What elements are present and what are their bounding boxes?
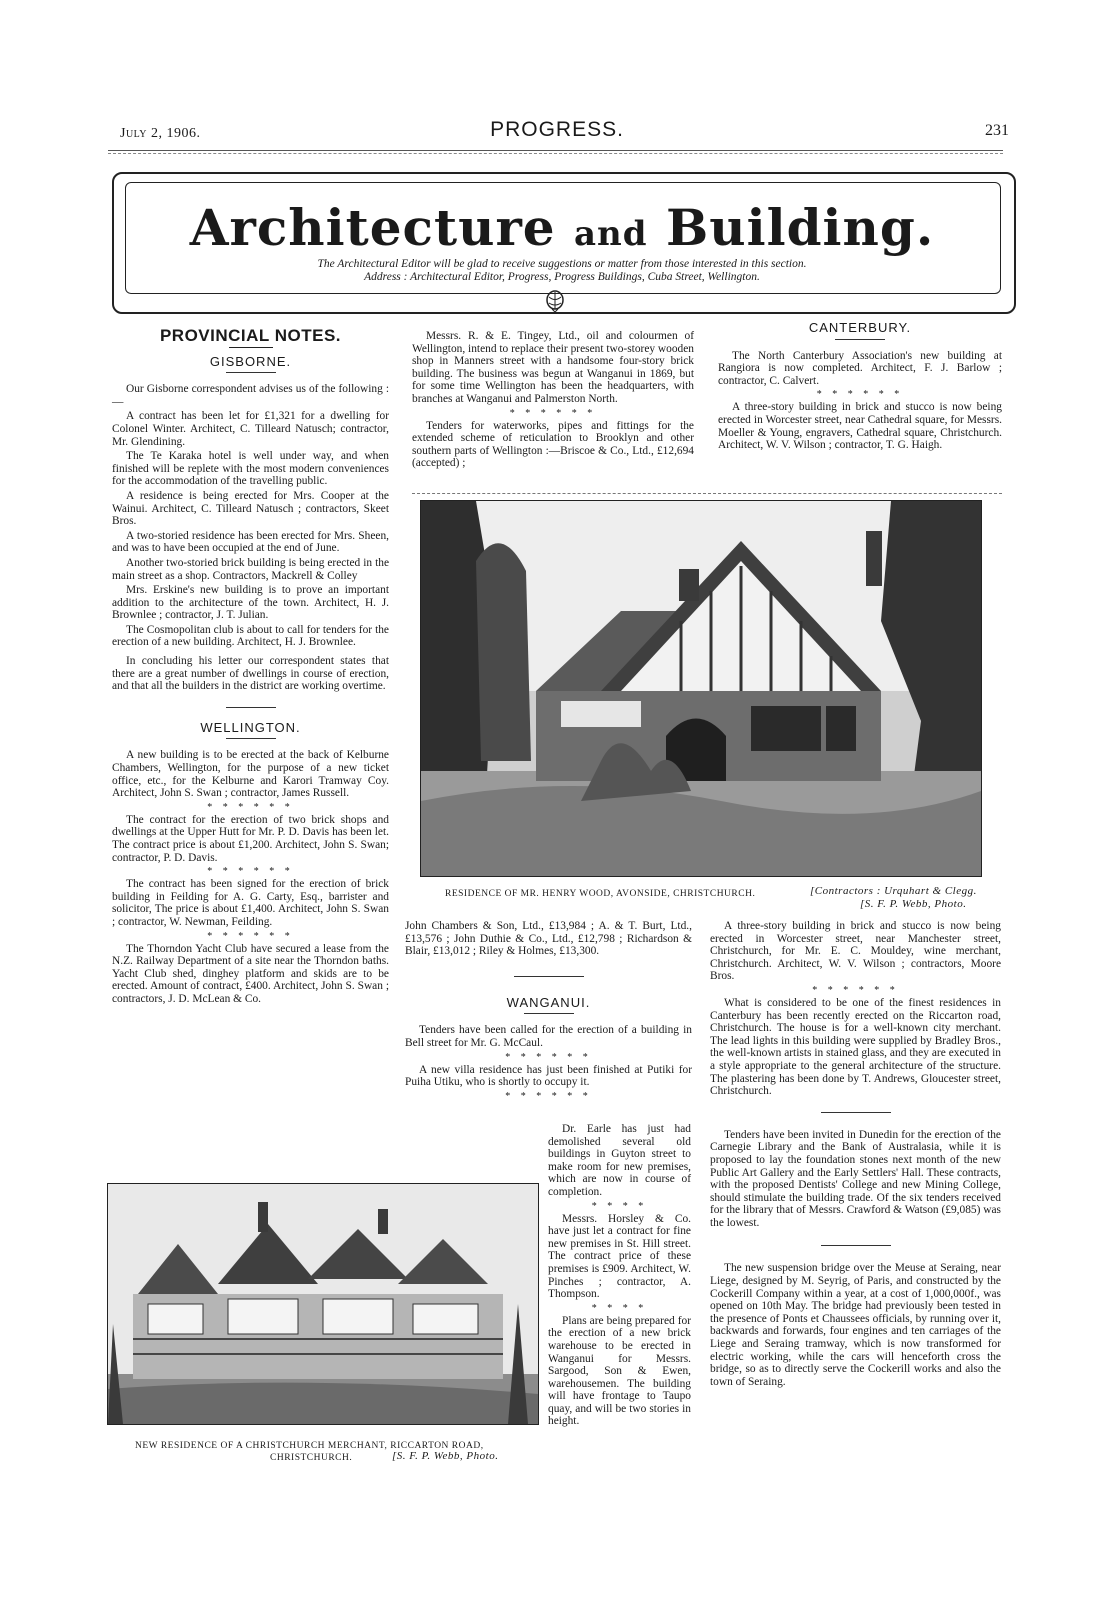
heading-rule — [229, 347, 273, 348]
photo2-credit: [S. F. P. Webb, Photo. — [392, 1450, 499, 1462]
photo2-caption: NEW RESIDENCE OF A CHRISTCHURCH MERCHANT, RICCARTON ROAD, — [135, 1441, 484, 1451]
section-title-and: and — [574, 214, 648, 254]
paragraph: John Chambers & Son, Ltd., £13,984 ; A. & T. Burt, Ltd., £13,576 ; John Duthie & Co., Ltd., £12,798 ; Richardson & Blair, £13,012 ; Riley & Holmes, £13,300. — [405, 920, 692, 958]
section-rule — [821, 1112, 891, 1113]
section-rule — [226, 707, 276, 708]
wanganui-heading: WANGANUI. — [506, 994, 591, 1010]
column-right-lower — [710, 920, 1001, 1390]
column-middle-top — [412, 330, 694, 472]
editor-note — [125, 258, 999, 284]
section-rule — [226, 738, 276, 739]
residence-photo — [420, 500, 982, 877]
gisborne-heading: GISBORNE. — [209, 353, 292, 369]
section-rule — [835, 339, 885, 340]
photo-caption: RESIDENCE OF MR. HENRY WOOD, AVONSIDE, CHRISTCHURCH. — [445, 889, 756, 899]
paragraph: A new building is to be erected at the back of Kelburne Chambers, Wellington, for the purpose of a new ticket office, etc., for the Kelburne and Karori Tramway Coy. Architect, John S. Swan ; contractor, James Russell. — [112, 749, 389, 800]
paragraph: Tenders have been called for the erection of a building in Bell street for Mr. G. McCaul. — [405, 1024, 692, 1049]
section-title-word-1: Architecture — [189, 198, 556, 257]
paragraph: In concluding his letter our correspondent states that there are a great number of dwellings in course of erection, and that all the builders in the district are working overtime. — [112, 655, 389, 693]
mansion-illustration — [108, 1184, 538, 1424]
paragraph: The Cosmopolitan club is about to call for tenders for the erection of a new building. Architect, H. J. Brownlee. — [112, 623, 389, 649]
section-rule — [226, 372, 276, 373]
editor-note-line: The Architectural Editor will be glad to receive suggestions or matter from those interested in this section. — [317, 258, 807, 270]
section-stars: * * * * — [591, 1302, 648, 1314]
paragraph: A contract has been let for £1,321 for a dwelling for Colonel Winter. Architect, C. Tilleard Natusch; contractor, Mr. Glendining. — [112, 410, 389, 448]
paragraph: Another two-storied brick building is being erected in the main street as a shop. Contractors, Mackrell & Colley — [112, 556, 389, 582]
masthead-title: PROGRESS. — [490, 118, 624, 141]
paragraph: Messrs. Horsley & Co. have just let a contract for fine new premises in St. Hill street. The contract price of these premises is £909. Architect, W. Pinches ; contractor, A. Thompson. — [548, 1212, 691, 1301]
paragraph: Messrs. R. & E. Tingey, Ltd., oil and colourmen of Wellington, intend to replace their present two-storey wooden shop in Manners street with a handsome four-story brick building. The business was begun at Wanganui in 1869, but for some time Wellington has been the headquarters, with branches at Wanganui and Palmerston North. — [412, 330, 694, 405]
section-stars: * * * * — [591, 1200, 648, 1212]
canterbury-heading: CANTERBURY. — [808, 320, 912, 335]
section-stars: * * * * * * — [207, 866, 294, 878]
provincial-notes-heading: PROVINCIAL NOTES. — [159, 326, 342, 345]
paragraph: A three-story building in brick and stucco is now being erected in Worcester street, near Cathedral square, for Messrs. Moeller & Young, engravers, Cathedral square, Christchurch. Architect, W. V. Wilson ; contractor, T. G. Haigh. — [718, 401, 1002, 452]
editor-note-address: Address : Architectural Editor, Progress, Progress Buildings, Cuba Street, Wellington. — [364, 271, 760, 283]
column-left — [112, 326, 389, 1008]
photo-credit-contractors: [Contractors : Urquhart & Clegg. — [810, 885, 977, 897]
paragraph: A two-storied residence has been erected for Mrs. Sheen, and was to have been occupied at the end of June. — [112, 529, 389, 555]
section-rule — [524, 1013, 574, 1014]
section-stars: * * * * * * — [505, 1090, 592, 1102]
section-stars: * * * * * * — [816, 389, 904, 401]
photo-credit: [S. F. P. Webb, Photo. — [860, 898, 967, 910]
paragraph: A residence is being erected for Mrs. Cooper at the Wainui. Architect, C. Tilleard Natusch ; contractors, Skeet Bros. — [112, 489, 389, 528]
paragraph: A three-story building in brick and stucco is now being erected in Worcester street, near Manchester street, Christchurch, for Mr. E. C. Mouldey, wine merchant, Christchurch. Architect, W. V. Wilson ; contractors, Moore Bros. — [710, 920, 1001, 983]
header-rule — [108, 150, 1003, 154]
section-stars: * * * * * * — [812, 984, 899, 996]
paragraph: Plans are being prepared for the erection of a new brick warehouse to be erected in Wanganui for Messrs. Sargood, Son & Ewen, warehousemen. The building will have frontage to Taupo quay, and will be two stories in height. — [548, 1314, 691, 1428]
section-stars: * * * * * * — [505, 1051, 592, 1063]
paragraph: Mrs. Erskine's new building is to prove an important addition to the architecture of the town. Architect, H. J. Brownlee ; contractor, J. T. Julian. — [112, 584, 389, 622]
paragraph: Tenders for waterworks, pipes and fittings for the extended scheme of reticulation to Brooklyn and other southern parts of Wellington :—Briscoe & Co., Ltd., £12,694 (accepted) ; — [412, 419, 694, 470]
paragraph: A new villa residence has just been finished at Putiki for Puiha Utiku, who is shortly to occupy it. — [405, 1063, 692, 1089]
column-middle-narrow — [548, 1123, 691, 1430]
section-stars: * * * * * * — [207, 930, 294, 942]
wellington-heading: WELLINGTON. — [200, 719, 301, 735]
paragraph: Tenders have been invited in Dunedin for the erection of the Carnegie Library and the Bank of Australasia, while it is proposed to lay the foundation stones next month of the new Public Art Gallery and the Early Settlers' Hall. These contracts, with the proposed Dentists' College and new Mining College, should stimulate the building trade. Of the six tenders received for the library that of Messrs. Crawford & Watson (£9,085) was the lowest. — [710, 1128, 1001, 1229]
paragraph: The Thorndon Yacht Club have secured a lease from the N.Z. Railway Department of a site near the Thorndon baths. Yacht Club shed, dinghey platform and skids are to be erected. Amount of contract, £400. Architect, John S. Swan ; contractors, J. D. McLean & Co. — [112, 942, 389, 1005]
section-stars: * * * * * * — [509, 407, 597, 419]
photo2-caption-city: CHRISTCHURCH. — [270, 1453, 353, 1463]
paragraph: Dr. Earle has just had demolished several old buildings in Guyton street to make room for new premises, which are now in course of completion. — [548, 1123, 691, 1198]
section-rule — [514, 976, 584, 977]
ornament-icon — [541, 289, 569, 313]
paragraph: What is considered to be one of the finest residences in Canterbury has been recently erected on the Riccarton road, Christchurch. The house is for a well-known city merchant. The lead lights in this building were supplied by Bradley Bros., the well-known artists in stained glass, and they are executed in a style appropriate to the general architecture of the structure. The plastering has been done by T. Andrews, Gloucester street, Christchurch. — [710, 996, 1001, 1098]
page-number: 231 — [985, 122, 1009, 139]
paragraph: The Te Karaka hotel is well under way, and when finished will be replete with the most modern conveniences for the accommodation of the travelling public. — [112, 450, 389, 488]
section-stars: * * * * * * — [207, 801, 294, 813]
section-title — [125, 198, 999, 257]
merchant-residence-photo — [107, 1183, 539, 1425]
section-title-word-2: Building. — [665, 198, 935, 257]
paragraph: The contract for the erection of two brick shops and dwellings at the Upper Hutt for Mr. P. D. Davis has been let. The contract price is about £1,200. Architect, John S. Swan; contractor, P. D. Davis. — [112, 813, 389, 864]
section-rule — [821, 1245, 891, 1246]
paragraph: Our Gisborne correspondent advises us of the following :— — [112, 383, 389, 408]
house-illustration — [421, 501, 981, 876]
issue-date: July 2, 1906. — [120, 126, 201, 141]
paragraph: The new suspension bridge over the Meuse at Seraing, near Liege, designed by M. Seyrig, of Paris, and constructed by the Cockerill Company within a year, at a cost of 1,000,000f., was opened on 10th May. The bridge had previously been tested in the presence of Ponts et Chaussees officials, by running over it, backwards and forwards, four engines and ten carriages of the Liege and Seraing tramway, which is now transformed for electric working, while the cars will henceforth cross the bridge, so as to directly serve the Cockerill works and also the town of Seraing. — [710, 1262, 1001, 1388]
column-middle-lower — [405, 920, 692, 1103]
paragraph: The North Canterbury Association's new building at Rangiora is now completed. Architect, F. J. Barlow ; contractor, C. Calvert. — [718, 349, 1002, 387]
column-right-top — [718, 322, 1002, 454]
photo-divider — [412, 493, 1002, 494]
paragraph: The contract has been signed for the erection of brick building in Feilding for A. G. Carty, Esq., barrister and solicitor, The price is about £1,400. Architect, John S. Swan ; contractor, W. Newman, Feilding. — [112, 878, 389, 928]
